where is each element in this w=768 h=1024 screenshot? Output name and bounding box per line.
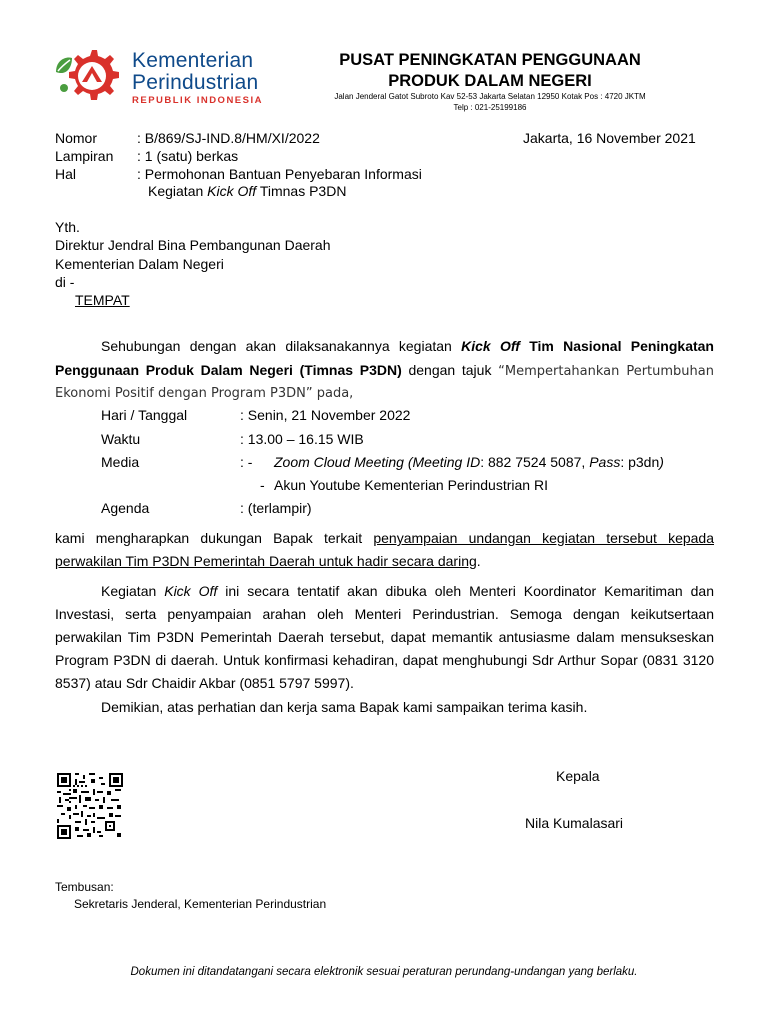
lampiran-value: : 1 (satu) berkas: [137, 148, 239, 164]
para1-line2: Penggunaan Produk Dalam Negeri (Timnas P3DN) dengan tajuk “Mempertahankan Pertumbuhan: [55, 362, 714, 379]
recipient-yth: Yth.: [55, 219, 80, 235]
unit-phone: Telp : 021-25199186: [453, 103, 527, 112]
hal-value-line2: Kegiatan Kick Off Timnas P3DN: [148, 183, 347, 199]
para3-line3: perwakilan Tim P3DN Pemerintah Daerah tersebut, dapat memantik antusiasme dalam mensukseskan: [55, 629, 714, 645]
media-zoom: Zoom Cloud Meeting (Meeting ID: 882 7524 5087, Pass: p3dn): [274, 454, 664, 470]
unit-title-line2: PRODUK DALAM NEGERI: [388, 72, 592, 90]
media-colon: : -: [240, 454, 253, 470]
para3-line2: Investasi, serta penyampaian arahan oleh Menteri Perindustrian. Semoga dengan keikutsertaan: [55, 606, 714, 622]
para1-line3: Ekonomi Positif dengan Program P3DN” pada,: [55, 386, 354, 401]
para3-line1: Kegiatan Kick Off ini secara tentatif akan dibuka oleh Menteri Koordinator Kemaritiman dan: [101, 583, 714, 599]
hal-label: Hal: [55, 166, 77, 182]
media-label: Media: [101, 454, 140, 470]
recipient-org: Kementerian Dalam Negeri: [55, 256, 224, 272]
para3-line5: 8537) atau Sdr Chaidir Akbar (0851 5797 5997).: [55, 675, 354, 691]
lampiran-label: Lampiran: [55, 148, 114, 164]
para2-line2: perwakilan Tim P3DN Pemerintah Daerah untuk hadir secara daring.: [55, 553, 481, 569]
day-value: : Senin, 21 November 2022: [240, 407, 411, 423]
ministry-name-line1: Kementerian: [132, 49, 254, 72]
day-label: Hari / Tanggal: [101, 407, 188, 423]
para2-line1: kami mengharapkan dukungan Bapak terkait penyampaian undangan kegiatan tersebut kepada: [55, 530, 715, 546]
recipient-tempat: TEMPAT: [75, 292, 130, 308]
time-value: : 13.00 – 16.15 WIB: [240, 431, 364, 447]
ministry-name-line2: Perindustrian: [132, 71, 259, 94]
nomor-value: : B/869/SJ-IND.8/HM/XI/2022: [137, 130, 320, 146]
agenda-label: Agenda: [101, 500, 150, 516]
agenda-value: : (terlampir): [240, 500, 312, 516]
unit-title-line1: PUSAT PENINGKATAN PENGGUNAAN: [339, 51, 641, 69]
media-youtube-dash: -: [260, 477, 265, 493]
para1-line1: Sehubungan dengan akan dilaksanakannya kegiatan Kick Off Tim Nasional Peningkatan: [101, 338, 714, 354]
footer-note: Dokumen ini ditandatangani secara elektronik sesuai peraturan perundang-undangan yang berlaku.: [130, 966, 638, 978]
signer-name: Nila Kumalasari: [525, 815, 624, 831]
unit-address: Jalan Jenderal Gatot Subroto Kav 52-53 Jakarta Selatan 12950 Kotak Pos : 4720 JKTM: [334, 92, 646, 101]
time-label: Waktu: [101, 431, 141, 447]
hal-value: : Permohonan Bantuan Penyebaran Informasi: [137, 166, 422, 182]
ministry-logo: [52, 42, 124, 108]
qr-code: [57, 773, 123, 839]
recipient-di: di -: [55, 274, 75, 290]
signer-title: Kepala: [556, 768, 600, 784]
nomor-label: Nomor: [55, 130, 98, 146]
place-date: Jakarta, 16 November 2021: [523, 130, 696, 146]
cc-item: Sekretaris Jenderal, Kementerian Perindustrian: [74, 897, 327, 911]
para3-line4: Program P3DN di daerah. Untuk konfirmasi kehadiran, dapat menghubungi Sdr Arthur Sopar (0831 3120: [55, 652, 714, 668]
closing-paragraph: Demikian, atas perhatian dan kerja sama Bapak kami sampaikan terima kasih.: [101, 699, 588, 715]
media-youtube: Akun Youtube Kementerian Perindustrian RI: [274, 477, 548, 493]
cc-label: Tembusan:: [55, 880, 114, 894]
ministry-name: [132, 50, 263, 107]
recipient-title: Direktur Jendral Bina Pembangunan Daerah: [55, 237, 331, 253]
ministry-country: REPUBLIK INDONESIA: [132, 95, 263, 106]
